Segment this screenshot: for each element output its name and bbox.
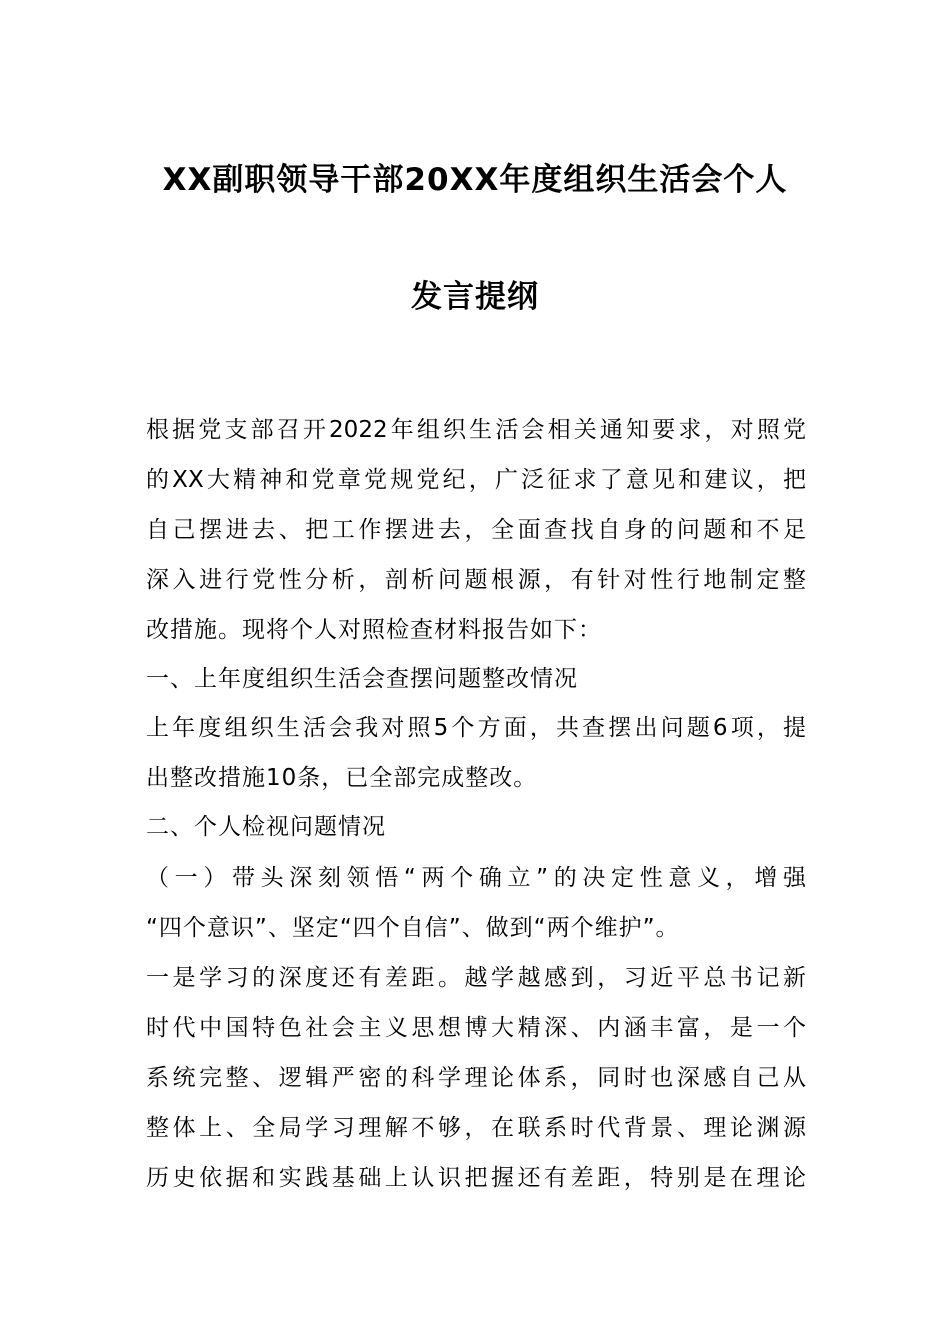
section-2-body-line-5: 历史依据和实践基础上认识把握还有差距，特别是在理论 xyxy=(146,1165,806,1191)
section-2-body-line-2: 时代中国特色社会主义思想博大精深、内涵丰富，是一个 xyxy=(146,1015,806,1041)
document-title-line-1: XX副职领导干部20XX年度组织生活会个人 xyxy=(162,162,788,198)
subsection-1-line-1: （一）带头深刻领悟“两个确立”的决定性意义，增强 xyxy=(146,865,806,891)
intro-line-3: 自己摆进去、把工作摆进去，全面查找自身的问题和不足 xyxy=(146,517,806,543)
section-2-heading: 二、个人检视问题情况 xyxy=(146,814,386,840)
section-1-body-line-1: 上年度组织生活会我对照5个方面，共查摆出问题6项，提 xyxy=(146,715,806,741)
section-2-body-line-3: 系统完整、逻辑严密的科学理论体系，同时也深感自己从 xyxy=(146,1065,806,1091)
section-2-body-line-1: 一是学习的深度还有差距。越学越感到，习近平总书记新 xyxy=(146,965,806,991)
subsection-1-line-2: “四个意识”、坚定“四个自信”、做到“两个维护”。 xyxy=(146,915,680,941)
document-title-line-2: 发言提纲 xyxy=(411,279,539,315)
intro-line-1: 根据党支部召开2022年组织生活会相关通知要求，对照党 xyxy=(146,417,806,443)
intro-line-4: 深入进行党性分析，剖析问题根源，有针对性行地制定整 xyxy=(146,567,806,593)
section-1-heading: 一、上年度组织生活会查摆问题整改情况 xyxy=(146,666,578,692)
intro-line-2: 的XX大精神和党章党规党纪，广泛征求了意见和建议，把 xyxy=(146,467,806,493)
section-2-body-line-4: 整体上、全局学习理解不够，在联系时代背景、理论渊源 xyxy=(146,1115,806,1141)
section-1-body-line-2: 出整改措施10条，已全部完成整改。 xyxy=(146,765,538,791)
intro-line-5: 改措施。现将个人对照检查材料报告如下： xyxy=(146,617,602,643)
